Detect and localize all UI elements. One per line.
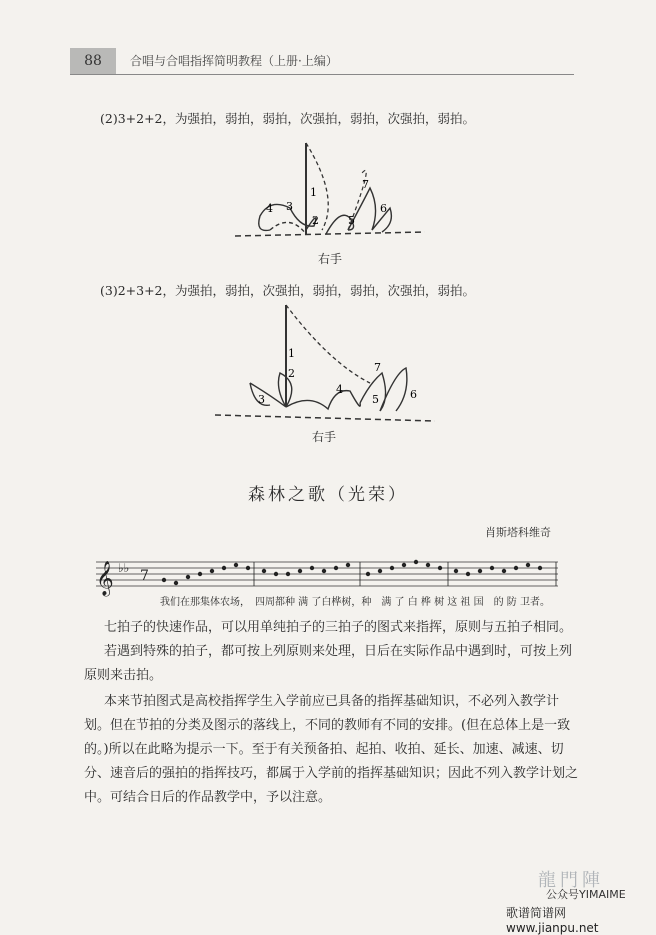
beat-label: 4 bbox=[266, 202, 273, 215]
beat-label: 5 bbox=[348, 214, 355, 227]
song-title: 森林之歌（光荣） bbox=[248, 485, 408, 505]
beat-label: 7 bbox=[362, 178, 369, 191]
page-number: 88 bbox=[70, 48, 116, 74]
watermark-url: 歌谱简谱网 www.jianpu.net bbox=[506, 906, 599, 935]
flat-icon: ♭♭ bbox=[118, 561, 130, 575]
beat-label: 3 bbox=[258, 393, 265, 406]
pattern-a-description: (2)3+2+2，为强拍，弱拍，弱拍，次强拍，弱拍，次强拍，弱拍。 bbox=[100, 111, 476, 126]
pattern-a-caption: 右手 bbox=[318, 252, 343, 266]
paragraph: 若遇到特殊的拍子，都可按上列原则来处理，日后在实际作品中遇到时，可按上列原则来击拍。 bbox=[84, 644, 573, 683]
watermark-text: 公众号YIMAIME bbox=[546, 888, 626, 901]
beat-label: 5 bbox=[372, 393, 379, 406]
beat-label: 1 bbox=[288, 347, 295, 360]
beat-label: 2 bbox=[312, 214, 319, 227]
beat-label: 3 bbox=[286, 200, 293, 213]
beat-label: 6 bbox=[410, 388, 417, 401]
beat-label: 2 bbox=[288, 367, 295, 380]
time-signature-icon: 7 bbox=[140, 568, 149, 584]
music-staff bbox=[92, 550, 562, 594]
beat-pattern-a-diagram bbox=[230, 138, 430, 258]
beat-label: 1 bbox=[310, 186, 317, 199]
pattern-b-caption: 右手 bbox=[312, 430, 337, 444]
treble-clef-icon: 𝄞 bbox=[96, 561, 114, 596]
beat-label: 6 bbox=[380, 202, 387, 215]
paragraph: 本来节拍图式是高校指挥学生入学前应已具备的指挥基础知识，不必列入教学计划。但在节拍的分类及图示的落线上，不同的教师有不同的安排。(但在总体上是一致的。)所以在此略为提示一下。至于有关预备拍、起拍、收拍、延长、加速、减速、切分、速音后的强拍的指挥技巧，都属于入学前的指挥基础知识；因此不列入教学计划之中。可结合日后的作品教学中，予以注意。 bbox=[84, 694, 579, 805]
header-rule bbox=[70, 74, 574, 75]
watermark-logo: 龍門陣 bbox=[538, 870, 604, 891]
beat-label: 7 bbox=[374, 361, 381, 374]
paragraph: 七拍子的快速作品，可以用单纯拍子的三拍子的图式来指挥，原则与五拍子相同。 bbox=[104, 620, 573, 635]
song-lyrics: 我们在那集体农场， 四周都种 满 了白桦树，种 满 了 白 桦 树 这 祖 国 的 防 卫者。 bbox=[160, 597, 550, 608]
pattern-b-description: (3)2+3+2，为强拍，弱拍，次强拍，弱拍，弱拍，次强拍，弱拍。 bbox=[100, 283, 476, 298]
running-header: 合唱与合唱指挥简明教程（上册·上编） bbox=[130, 54, 338, 68]
beat-pattern-b-diagram bbox=[210, 303, 440, 428]
composer: 肖斯塔科维奇 bbox=[485, 526, 551, 539]
beat-label: 4 bbox=[336, 383, 343, 396]
